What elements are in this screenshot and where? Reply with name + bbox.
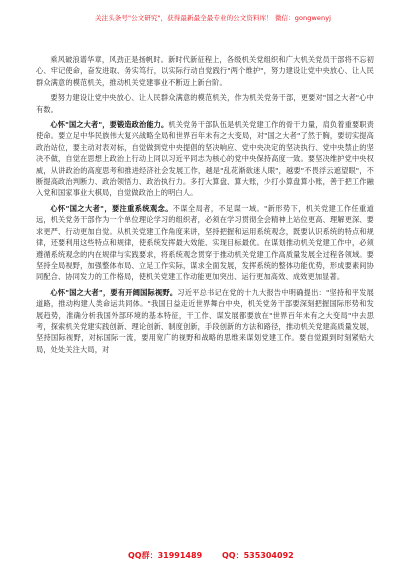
header-banner-line1: 关注头条号"公文研究"，获得最新最全最专业的公文资料库！ 微信：gongwenyj [95, 14, 332, 22]
footer-qq-contact: QQ：535304092 [222, 551, 294, 560]
paragraph [36, 203, 374, 283]
header-banner [95, 14, 385, 23]
paragraph [36, 119, 374, 199]
paragraph-text: 不谋全局者，不足谋一域。"新形势下，机关党建工作任重道远，机关党务干部作为一个单位理论学习的组织者，必须在学习贯彻全会精神上站位更高、理解更深、要求更严、行动更加自觉。从机关党建工作角度来讲，坚持把握和运用系统观念，既要认识系统的特点和规律，还要利用这些特点和规律，使系统发挥最大效能、实现目标最优。在谋划推动机关党建工作中，必须遵循系统观念的内在规律与实践要求，将系统观念贯穿于推动机关党建工作高质量发展全过程各领域。要坚持全局视野，加强整体布局、立足工作实际，谋求全面发展，发挥系统的整体功能优势，形成要素间协同配合、协同发力的工作格局，使机关党建工作动能更加突出、运行更加高效、成效更加显著。 [36, 203, 374, 282]
paragraph [36, 92, 374, 115]
paragraph-heading: 心怀"国之大者"，要注重系统观念。 [50, 203, 173, 213]
document-body [36, 54, 374, 359]
paragraph [36, 54, 374, 88]
paragraph-heading: 心怀"国之大者"，要锻造政治能力。 [50, 120, 169, 130]
paragraph-text: 乘风破浪谱华章，风劲正是扬帆时。新时代新征程上，各级机关党组织和广大机关党员干部将不忘初心、牢记使命，奋发进取、务实笃行，以实际行动自觉践行"两个维护"，努力建设让党中央放心、让人民群众满意的模范机关，推动机关党建事业不断迈上新台阶。 [36, 55, 374, 87]
paragraph [36, 287, 374, 355]
paragraph-heading: 心怀"国之大者"，要有开阔国际视野。 [50, 287, 178, 297]
paragraph-text: 习近平总书记在党的十九大报告中明确提出："坚持和平发展道路，推动构建人类命运共同体。"我国日益走近世界舞台中央，机关党务干部要深刻把握国际形势和发展趋势，准确分析我国外部环境的基本特征，干工作、谋发展都要放在"世界百年未有之大变局"中去思考，探索机关党建实践创新、理论创新、制度创新，手段创新的方法和路径，推动机关党建高质量发展，坚持国际视野，对标国际一流，要用宽广的视野和战略的思维来谋划党建工作。要自觉跟到时刻紧贴大局，处处关注大局，对 [36, 287, 374, 354]
paragraph-text: 要努力建设让党中央放心、让人民群众满意的模范机关，作为机关党务干部，更要对"国之大者"心中有数。 [36, 93, 374, 114]
footer-qq-group: QQ群：31991489 [128, 551, 203, 560]
paragraph-text: 机关党务干部队伍是机关党建工作的骨干力量，肩负着重要职责使命。要立足中华民族伟大复兴战略全局和世界百年未有之大变局，对"国之大者"了然于胸，要切实提高政治站位，要主动对表对标，自觉做到党中央提倡的坚决响应、党中央决定的坚决执行、党中央禁止的坚决不做，自觉在思想上政治上行动上同以习近平同志为核心的党中央保持高度一致。要坚决维护党中央权威，从讲政治的高度思考和推进经济社会发展工作，越是"乱花渐欲迷人眼"，越要"不畏浮云遮望眼"，不断提高政治判断力、政治领悟力、政治执行力。多打大算盘、算大账，少打小算盘算小账，善于把工作融入党和国家事业大棋局，自觉做政治上的明白人。 [36, 120, 374, 198]
